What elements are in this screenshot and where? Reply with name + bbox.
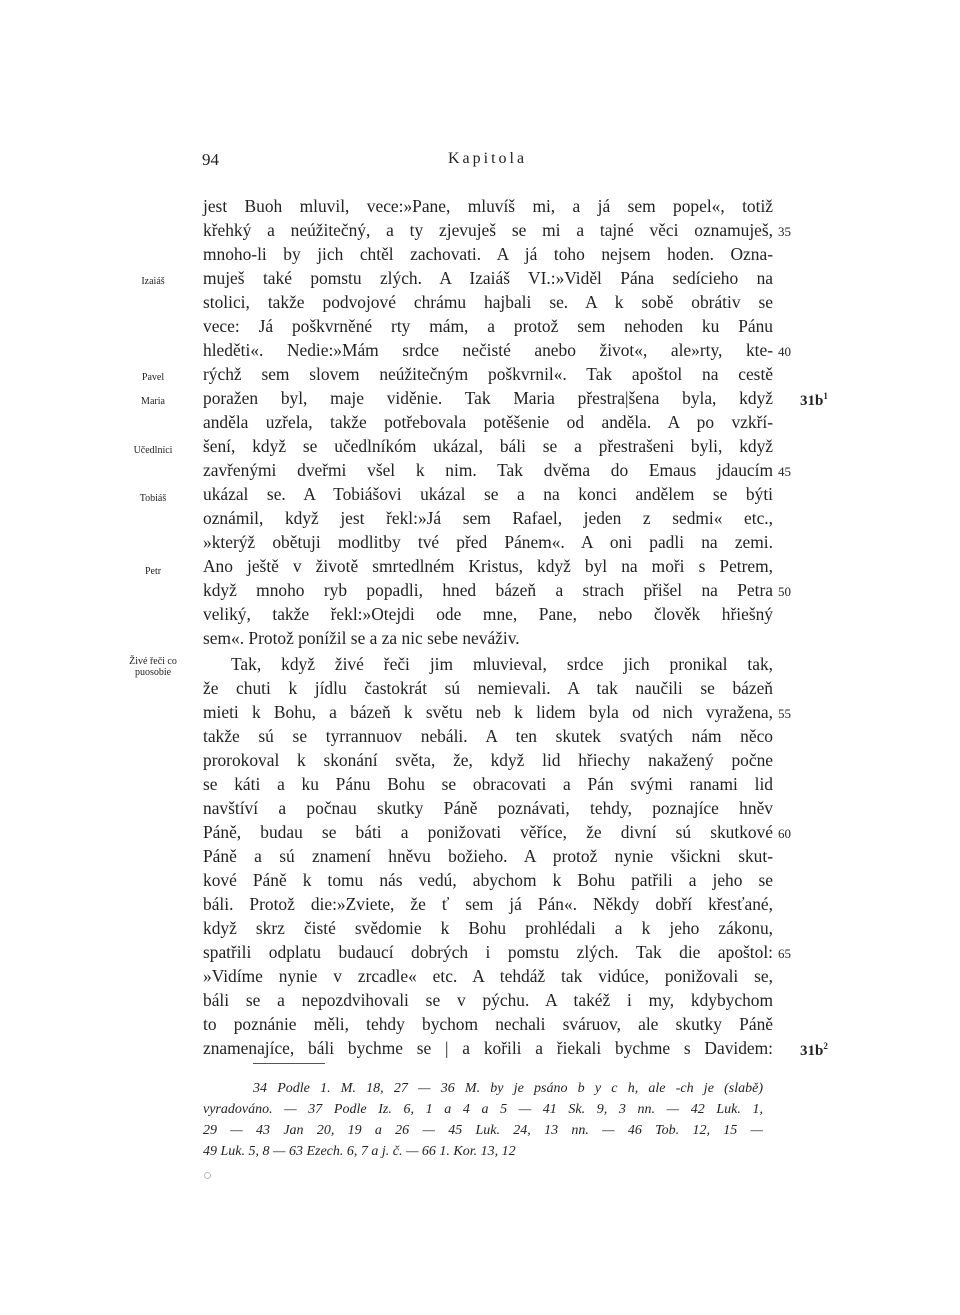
text-line: vece: Já poškvrněné rty mám, a protož sem nehoden ku Pánu <box>203 316 773 336</box>
folio-main: 31b <box>800 393 824 409</box>
margin-note: Tobiáš <box>139 493 167 504</box>
line-number: 65 <box>778 946 791 961</box>
text-line: kové Páně k tomu nás vedú, abychom k Bohu patřili a jeho se <box>203 870 773 890</box>
text-line: ukázal se. A Tobiášovi ukázal se a na konci andělem se býti <box>203 484 773 504</box>
text-line: Páně, budau se báti a ponižovati věříce, že divní sú skutkové <box>203 822 773 842</box>
text-line: veliký, takže řekl:»Otejdi ode mne, Pane, nebo člověk hřiešný <box>203 604 773 624</box>
text-line: zavřenými dveřmi všel k nim. Tak dvěma do Emaus jdaucím <box>203 460 773 480</box>
text-line: báli se a nepozdvihovali se v pýchu. A takéž i my, kdybychom <box>203 990 773 1010</box>
text-line: »kterýž obětuji modlitby tvé před Pánem«. A oni padli na zemi. <box>203 532 773 552</box>
text-line: hleděti«. Nedie:»Mám srdce nečisté anebo život«, ale»rty, kte- <box>203 340 773 360</box>
text-line: navštíví a počnau skutky Páně poznávati, tehdy, poznajíce hněv <box>203 798 773 818</box>
text-line: muješ také pomstu zlých. A Izaiáš VI.:»Viděl Pána sedícieho na <box>203 268 773 288</box>
footnote-line: 49 Luk. 5, 8 — 63 Ezech. 6, 7 a j. č. — 66 1. Kor. 13, 12 <box>203 1144 516 1159</box>
text-line: když mnoho ryb popadli, hned bázeň a strach přišel na Petra <box>203 580 773 600</box>
text-line: takže sú se tyrrannuov nebáli. A ten skutek svatých nám něco <box>203 726 773 746</box>
text-line: mnoho-li by jich chtěl zachovati. A já toho nejsem hoden. Ozna- <box>203 244 773 264</box>
page-number: 94 <box>202 150 219 169</box>
page-header <box>202 150 802 174</box>
line-number: 55 <box>778 706 791 721</box>
text-line: to poznánie měli, tehdy bychom nechali sváruov, ale skutky Páně <box>203 1014 773 1034</box>
margin-note: Pavel <box>141 372 165 383</box>
text-line: sem«. Protož ponížil se a za nic sebe neváživ. <box>203 628 520 648</box>
text-line: šení, když se učedlníkóm ukázal, báli se a přestrašeni byli, když <box>203 436 773 456</box>
paragraph-start-line: Tak, když živé řeči jim mluvieval, srdce jich pronikal tak, <box>231 654 773 674</box>
text-line: Ano ještě v životě smrtedlném Kristus, když byl na moři s Petrem, <box>203 556 773 576</box>
text-line: anděla uzřela, takže potřebovala potěšenie od anděla. A po vzkří- <box>203 412 773 432</box>
text-line: znamenajíce, báli bychme se | a kořili a řiekali bychme s Davidem: <box>203 1038 773 1058</box>
line-number: 60 <box>778 826 791 841</box>
text-line: báli. Protož die:»Zviete, že ť sem já Pán«. Někdy dobří křesťané, <box>203 894 773 914</box>
line-number: 35 <box>778 224 791 239</box>
folio-main: 31b <box>800 1043 824 1059</box>
folio-sup: 1 <box>823 391 828 401</box>
text-line: »Vidíme nynie v zrcadle« etc. A tehdáž tak vidúce, ponižovali se, <box>203 966 773 986</box>
text-line: křehký a neúžitečný, a ty zjevuješ se mi a tajné věci oznamuješ, <box>203 220 773 240</box>
folio-mark <box>800 391 828 410</box>
footnote-line: 34 Podle 1. M. 18, 27 — 36 M. by je psáno b y c h, ale -ch je (slabě) <box>253 1081 763 1096</box>
text-line: když skrz čisté svědomie k Bohu prohlédali a k jeho zákonu, <box>203 918 773 938</box>
line-number: 50 <box>778 584 791 599</box>
margin-note: Živé řeči co puosobie <box>129 656 177 678</box>
margin-note: Izaiáš <box>141 276 165 287</box>
margin-note: Maria <box>141 396 165 407</box>
text-line: Páně a sú znamení hněvu božieho. A protož nynie všickni skut- <box>203 846 773 866</box>
running-head: Kapitola <box>448 150 528 167</box>
text-line: že chuti k jídlu častokrát sú nemievali. A tak naučili se bázeň <box>203 678 773 698</box>
folio-sup: 2 <box>823 1041 828 1051</box>
footnote-rule <box>253 1063 325 1064</box>
footnote-line: 29 — 43 Jan 20, 19 a 26 — 45 Luk. 24, 13 nn. — 46 Tob. 12, 15 — <box>203 1123 763 1138</box>
text-line: jest Buoh mluvil, vece:»Pane, mluvíš mi, a já sem popel«, totiž <box>203 196 773 216</box>
text-line: rýchž sem slovem neúžitečným poškvrnil«. Tak apoštol na cestě <box>203 364 773 384</box>
footnote-line: vyradováno. — 37 Podle Iz. 6, 1 a 4 a 5 — 41 Sk. 9, 3 nn. — 42 Luk. 1, <box>203 1102 763 1117</box>
text-line: stolici, takže podvojové chrámu hajbali se. A k sobě obrátiv se <box>203 292 773 312</box>
line-number: 45 <box>778 464 791 479</box>
text-line: oznámil, když jest řekl:»Já sem Rafael, jeden z sedmi« etc., <box>203 508 773 528</box>
margin-note: Učedlníci <box>133 445 173 456</box>
text-line: prorokoval k skonání světa, že, když lid hřiechy nakažený počne <box>203 750 773 770</box>
paper-speck <box>204 1172 211 1179</box>
text-line: poražen byl, maje viděnie. Tak Maria přestra|šena byla, když <box>203 388 773 408</box>
folio-mark <box>800 1041 828 1060</box>
margin-note: Petr <box>144 566 162 577</box>
text-line: mieti k Bohu, a bázeň k světu neb k lidem byla od nich vyražena, <box>203 702 773 722</box>
line-number: 40 <box>778 344 791 359</box>
text-line: se káti a ku Pánu Bohu se obracovati a Pán svými ranami lid <box>203 774 773 794</box>
text-line: spatřili odplatu budaucí dobrých i pomstu zlých. Tak die apoštol: <box>203 942 773 962</box>
